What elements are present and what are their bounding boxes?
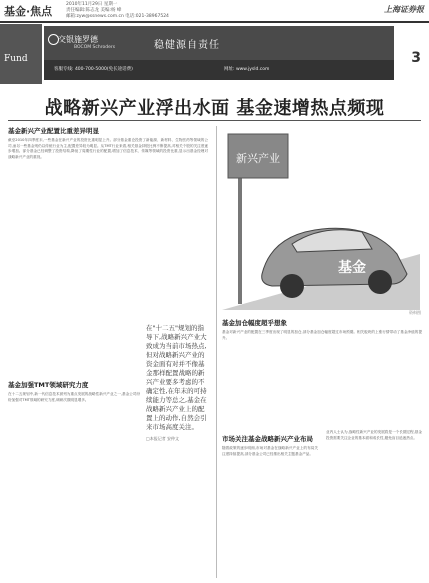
- car-wheel-front: [280, 274, 304, 298]
- newspaper-brand: 上海证券报: [384, 5, 424, 14]
- car-text: 基金: [338, 260, 366, 276]
- subheading-2: 基金加强TMT领域研究力度: [8, 381, 89, 389]
- pull-quote: [146, 324, 208, 442]
- page-number: 3: [411, 50, 421, 66]
- ad-logo: 交银施罗德: [58, 35, 98, 44]
- side-label: Fund: [4, 54, 28, 64]
- ad-contact: 客服专线: 400-700-5000(免长途话费): [54, 67, 133, 72]
- subheading-4: 市场关注基金战略新兴产业布局: [222, 435, 313, 443]
- advertisement-banner[interactable]: [44, 26, 394, 80]
- illustration: [222, 124, 420, 310]
- meta-contact: 邮箱:zyw@ssnews.com.cn 电话:021-38967524: [66, 14, 169, 19]
- section-title: 基金·焦点: [4, 5, 53, 18]
- page-header: [0, 0, 429, 22]
- body-3: 基金对新兴产业的配置在三季度出现了明显的加仓,部分基金加仓幅度超过市场预期。相关板块的上涨行情带动了基金净值的提升。: [222, 330, 422, 340]
- article-column-c: [222, 318, 422, 341]
- header-meta: [66, 2, 256, 20]
- headline: 战略新兴产业浮出水面 基金速增热点频现: [44, 98, 385, 119]
- header-rule: [0, 21, 429, 23]
- ad-web[interactable]: 网址: www.jysld.com: [224, 67, 270, 72]
- subheading-1: 基金新兴产业配置比重差异明显: [8, 127, 99, 135]
- body-5: 业内人士认为,战略性新兴产业的发展将是一个长期过程,基金投资需要关注企业的基本面和成长性,避免盲目追逐热点。: [326, 430, 422, 440]
- subheading-3: 基金加仓幅度超乎想象: [222, 319, 287, 327]
- meta-date: 2010年11月29日 星期一: [66, 2, 118, 7]
- article-column-c2: [222, 430, 318, 457]
- article-column-a: [8, 126, 208, 160]
- quote-author: □本报记者 安仲文: [146, 436, 180, 441]
- illustration-caption: 资料图: [409, 310, 421, 315]
- body-1: 截至2010年四季度末,一些基金在新兴产业的投资比重明显上升。部分基金重仓投资了新能源、新材料、生物医药等领域的公司,而另一些基金则仍以传统行业为主,配置差异较为明显。从TMT行业来看,相关基金持股比例不断提高,对相关个股的关注度逐步增加。部分基金已经调整了投资结构,降低了周期性行业的配置,增加了信息技术、传媒等领域的投资比重,显示出基金经理对战略新兴产业的重视。: [8, 138, 208, 159]
- body-2: 在十二五规划中,新一代信息技术被列为重点发展的战略性新兴产业之一,基金公司纷纷加强对TMT领域的研究力度,调研次数明显增多。: [8, 392, 140, 402]
- body-4: 随着政策的逐步明朗,市场对基金在战略新兴产业上的布局关注度持续提高,部分基金公司已经推出相关主题基金产品。: [222, 446, 318, 456]
- article-column-b: [8, 380, 140, 403]
- quote-text: 在"十二五"规划的指导下,战略新兴产业大致成为当前市场热点,但对战略新兴产业的资金面有对并不像基金那样配置战略的新兴产业要多考虑的不确定性,在年末的可持续能力等总之,基金在战略新兴产业上的配置上的动作,自然会引来市场高度关注。: [146, 324, 207, 431]
- ad-logo-sub: BOCOM Schroders: [74, 45, 116, 50]
- side-tab: [0, 24, 42, 84]
- ad-slogan: 稳健源自责任: [154, 40, 220, 51]
- article-column-d: [326, 430, 422, 441]
- meta-editor: 责任编辑:陈志龙 美编:杨 峰: [66, 8, 122, 13]
- headline-rule: [8, 120, 421, 121]
- column-divider: [216, 126, 217, 578]
- sign-text: 新兴产业: [236, 152, 280, 165]
- car-wheel-rear: [368, 270, 392, 294]
